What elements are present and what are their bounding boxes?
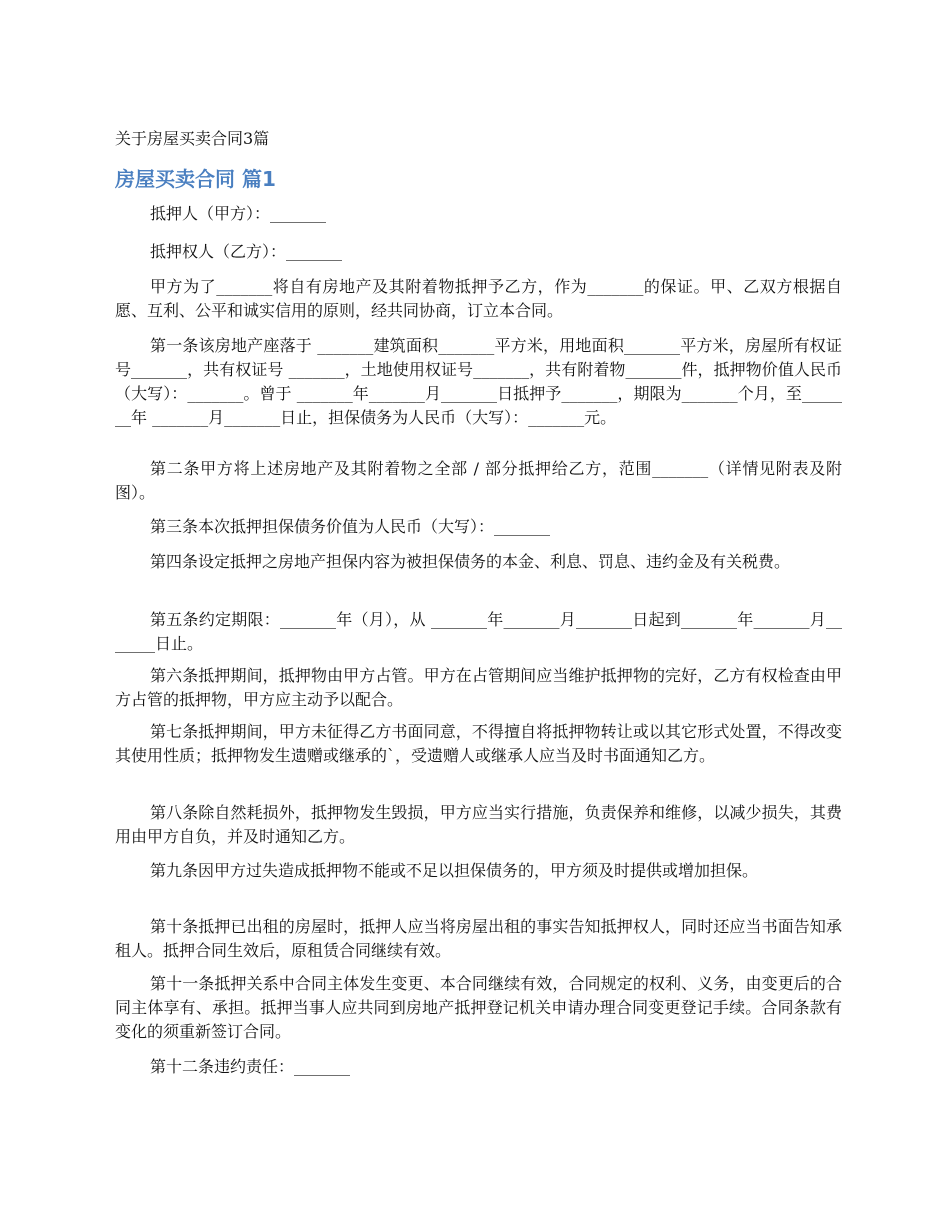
paragraph-article-2: 第二条甲方将上述房地产及其附着物之全部 / 部分抵押给乙方，范围_______（详情见附表及附图）。 bbox=[115, 459, 842, 502]
paragraph-article-1: 第一条该房地产座落于 _______建筑面积_______平方米，用地面积_______平方米，房屋所有权证号_______，共有权证号 _______，土地使用权证号_______，共有附着物_______件，抵押物价值人民币（大写）：_______。曾于 _______年_______月_______日抵押予_______，期限为_______个月，至_______年 _______月_______日止，担保债务为人民币（大写）：_______元。 bbox=[115, 336, 842, 427]
paragraph-article-4: 第四条设定抵押之房地产担保内容为被担保债务的本金、利息、罚息、违约金及有关税费。 bbox=[150, 552, 791, 571]
document-title: 关于房屋买卖合同3篇 bbox=[115, 129, 270, 148]
paragraph-article-12: 第十二条违约责任：_______ bbox=[150, 1057, 351, 1076]
paragraph-article-8: 第八条除自然耗损外，抵押物发生毁损，甲方应当实行措施，负责保养和维修，以减少损失，其费用由甲方自负，并及时通知乙方。 bbox=[115, 803, 842, 846]
section-heading: 房屋买卖合同 篇1 bbox=[115, 167, 276, 191]
paragraph-article-7: 第七条抵押期间，甲方未征得乙方书面同意，不得擅自将抵押物转让或以其它形式处置，不得改变其使用性质；抵押物发生遗赠或继承的`，受遗赠人或继承人应当及时书面通知乙方。 bbox=[115, 722, 842, 765]
paragraph-article-6: 第六条抵押期间，抵押物由甲方占管。甲方在占管期间应当维护抵押物的完好，乙方有权检查由甲方占管的抵押物，甲方应主动予以配合。 bbox=[115, 666, 842, 709]
paragraph-article-9: 第九条因甲方过失造成抵押物不能或不足以担保债务的，甲方须及时提供或增加担保。 bbox=[150, 861, 759, 880]
paragraph-article-5: 第五条约定期限：_______年（月），从 _______年_______月_______日起到_______年_______月_______日止。 bbox=[115, 610, 842, 653]
paragraph-article-10: 第十条抵押已出租的房屋时，抵押人应当将房屋出租的事实告知抵押权人，同时还应当书面告知承租人。抵押合同生效后，原租赁合同继续有效。 bbox=[115, 917, 842, 960]
paragraph-article-11: 第十一条抵押关系中合同主体发生变更、本合同继续有效，合同规定的权利、义务，由变更后的合同主体享有、承担。抵押当事人应共同到房地产抵押登记机关申请办理合同变更登记手续。合同条款有变化的须重新签订合同。 bbox=[115, 974, 842, 1041]
paragraph-article-3: 第三条本次抵押担保债务价值为人民币（大写）：_______ bbox=[150, 517, 551, 536]
paragraph-preamble: 甲方为了_______将自有房地产及其附着物抵押予乙方，作为_______的保证。甲、乙双方根据自愿、互利、公平和诚实信用的原则，经共同协商，订立本合同。 bbox=[115, 277, 842, 320]
paragraph-mortgagor: 抵押人（甲方）：_______ bbox=[150, 204, 327, 223]
paragraph-mortgagee: 抵押权人（乙方）：_______ bbox=[150, 242, 343, 261]
